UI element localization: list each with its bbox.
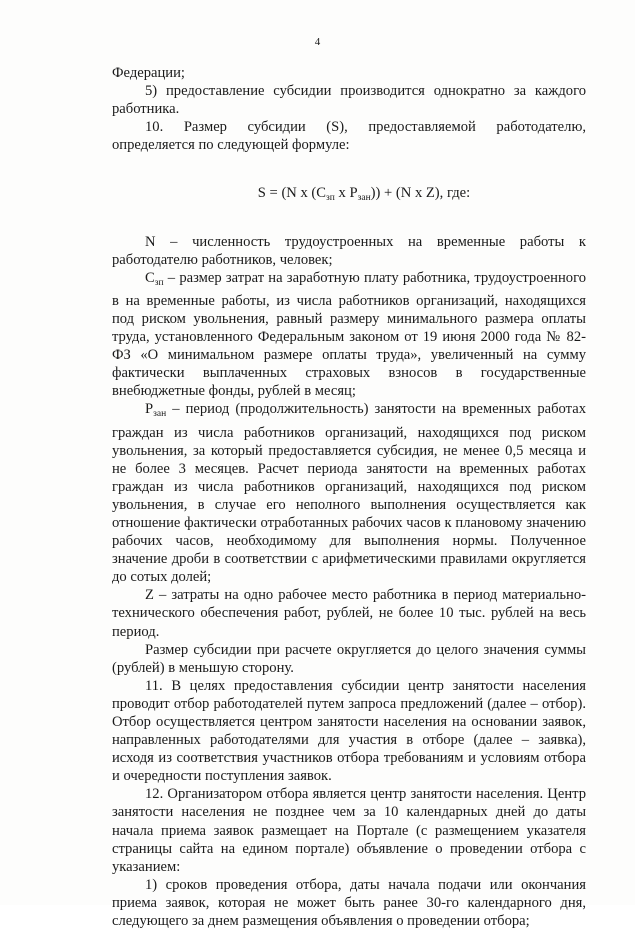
definition-c-text: – размер затрат на заработную плату работника, трудоустроенного в на временные работы, из числа работников организаций, находящихся под риском увольнения, равный размеру минимального размера оплаты труда, установленного Федеральным законом от 19 июня 2000 года № 82-ФЗ «О минимальном размере оплаты труда», увеличенный на сумму фактически выплаченных страховых взносов в государственные внебюджетные фонды, рублей в месяц; — [112, 269, 586, 400]
definition-c-subscript: зп — [154, 277, 164, 288]
formula-lead: S = (N x (С — [257, 185, 327, 202]
formula-mid: x P — [334, 185, 358, 202]
definition-p-text: – период (продолжительность) занятости на временных работах граждан из числа работников организаций, находящихся под риском увольнения, за который предоставляется субсидия, не менее 0,5 месяца и не более 3 месяцев. Расчет периода занятости на временных работах граждан из числа работников организаций, находящихся под риском увольнения, в случае его неполного выполнения осуществляется как отношение фактически отработанных рабочих часов к плановому значению рабочих часов, необходимому для выполнения нормы. Полученное значение дроби в соответствии с арифметическими правилами округляется до сотых долей; — [112, 401, 586, 586]
paragraph-rounding: Размер субсидии при расчете округляется до целого значения суммы (рублей) в меньшую сторону. — [112, 641, 586, 676]
definition-c-symbol: С — [145, 269, 155, 286]
paragraph-clause-12-item-1: 1) сроков проведения отбора, даты начала подачи или окончания приема заявок, которая не может быть ранее 30-го календарного дня, следующего за днем размещения объявления о проведении отбора; — [112, 876, 586, 930]
document-body — [112, 64, 586, 930]
formula-subscript-zan: зан — [357, 193, 371, 204]
paragraph-item-5: 5) предоставление субсидии производится однократно за каждого работника. — [112, 83, 586, 118]
definition-p-subscript: зан — [153, 409, 167, 420]
paragraph-clause-10: 10. Размер субсидии (S), предоставляемой работодателю, определяется по следующей формуле: — [112, 119, 586, 154]
subsidy-formula — [112, 184, 586, 207]
page-number: 4 — [314, 36, 321, 48]
formula-subscript-zp: зп — [326, 193, 335, 204]
definition-z: Z – затраты на одно рабочее место работника в период материально-технического обеспечения работ, рублей, не более 10 тыс. рублей на весь период. — [112, 587, 586, 640]
definition-n: N – численность трудоустроенных на временные работы к работодателю работников, человек; — [112, 233, 586, 268]
formula-tail: )) + (N x Z), где: — [370, 185, 471, 202]
definition-p — [112, 400, 586, 586]
paragraph-federacii: Федерации; — [112, 65, 185, 81]
definition-c — [112, 269, 586, 401]
paragraph-clause-11: 11. В целях предоставления субсидии центр занятости населения проводит отбор работодателей путем запроса предложений (далее – отбор). Отбор осуществляется центром занятости населения на основании заявок, направленных работодателями для участия в отборе (далее – заявка), исходя из соответствия участников отбора требованиям и условиям отбора и очередности поступления заявок. — [112, 677, 586, 785]
definition-p-symbol: P — [145, 401, 154, 418]
paragraph-clause-12: 12. Организатором отбора является центр занятости населения. Центр занятости населения не позднее чем за 10 календарных дней до даты начала приема заявок размещает на Портале (с размещением указателя страницы сайта на едином портале) объявление о проведении отбора с указанием: — [112, 786, 586, 875]
